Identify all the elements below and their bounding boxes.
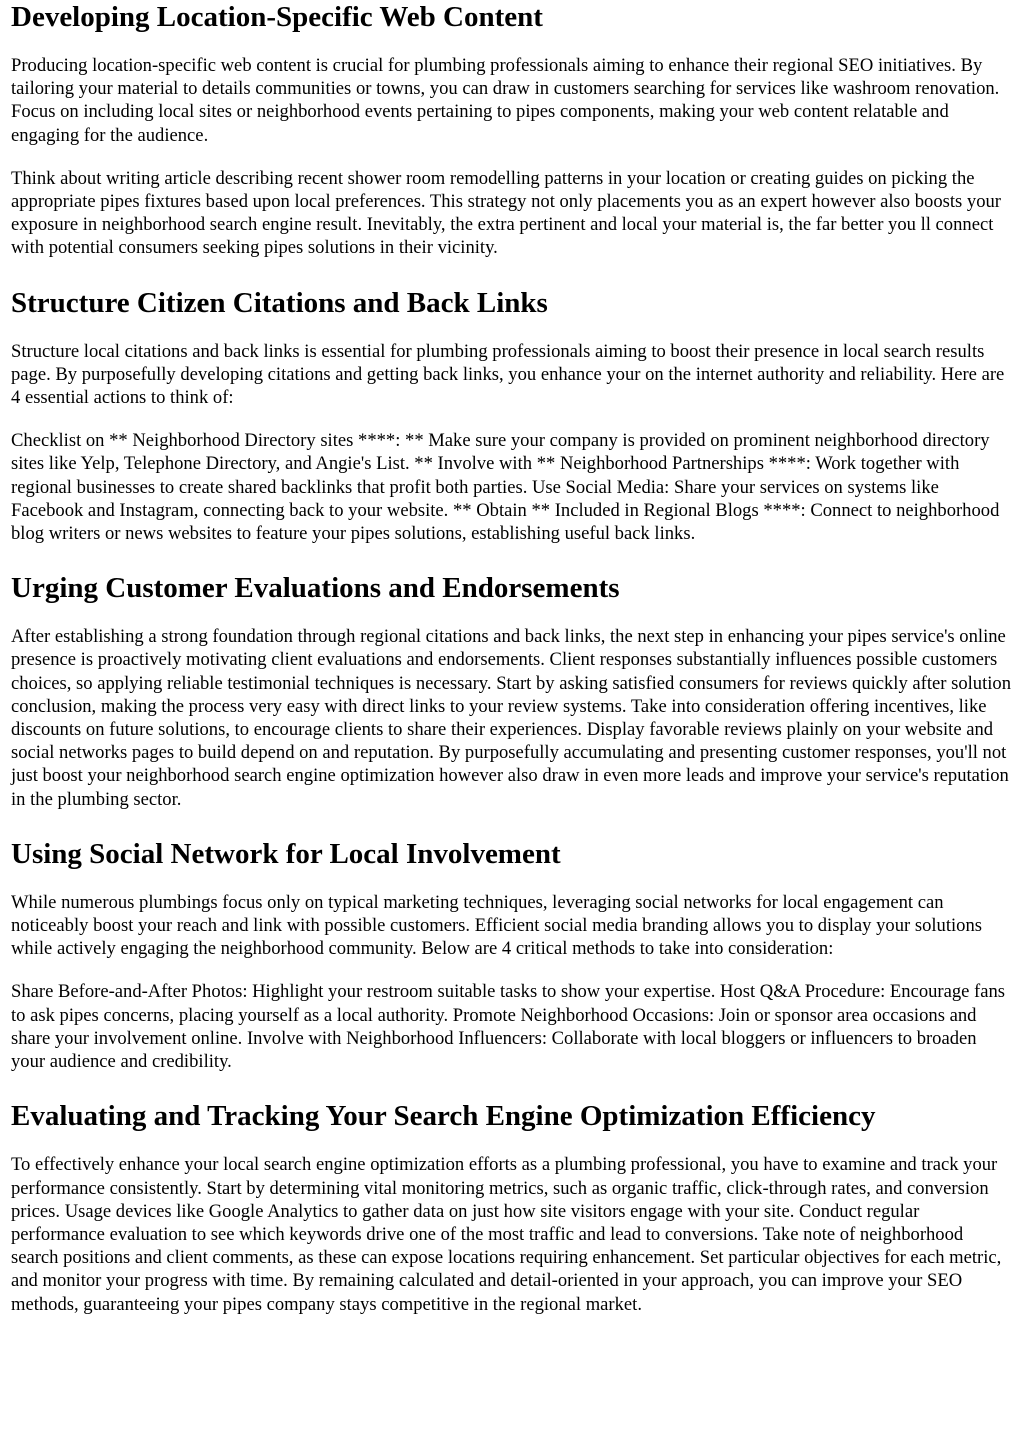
paragraph: Think about writing article describing recent shower room remodelling patterns in your location or creating guides on picking the appropriate pipes fixtures based upon local preferences. This strategy not only placements you as an expert however also boosts your exposure in neighborhood search engine result. Inevitably, the extra pertinent and local your material is, the far better you ll connect with potential consumers seeking pipes solutions in their vicinity. [11, 167, 1001, 259]
paragraph: Producing location-specific web content is crucial for plumbing professionals aiming to enhance their regional SEO initiatives. By tailoring your material to details communities or towns, you can draw in customers searching for services like washroom renovation. Focus on including local sites or neighborhood events pertaining to pipes components, making your web content relatable and engaging for the audience. [11, 55, 1000, 146]
section-heading: Using Social Network for Local Involvement [11, 837, 561, 870]
section-heading: Urging Customer Evaluations and Endorsements [11, 572, 620, 605]
paragraph: After establishing a strong foundation through regional citations and back links, the next step in enhancing your pipes service's online presence is proactively motivating client evaluations and endorsements. Client responses substantially influences possible customers choices, so applying reliable testimonial techniques is necessary. Start by asking satisfied consumers for reviews quickly after solution conclusion, making the process very easy with direct links to your review systems. Take into consideration offering incentives, like discounts on future solutions, to encourage clients to share their experiences. Display favorable reviews plainly on your website and social networks pages to build depend on and reputation. By purposefully accumulating and presenting customer responses, you'll not just boost your neighborhood search engine optimization however also draw in even more leads and improve your service's reputation in the plumbing sector. [11, 626, 1012, 810]
paragraph: While numerous plumbings focus only on typical marketing techniques, leveraging social networks for local engagement can noticeably boost your reach and link with possible customers. Efficient social media branding allows you to display your solutions while actively engaging the neighborhood community. Below are 4 critical methods to take into consideration: [11, 891, 983, 960]
paragraph: Structure local citations and back links is essential for plumbing professionals aiming to boost their presence in local search results page. By purposefully developing citations and getting back links, you enhance your on the internet authority and reliability. Here are 4 essential actions to think of: [11, 340, 1005, 409]
section-heading: Structure Citizen Citations and Back Links [11, 286, 548, 319]
section-heading: Evaluating and Tracking Your Search Engine Optimization Efficiency [11, 1100, 876, 1133]
paragraph: Checklist on ** Neighborhood Directory sites ****: ** Make sure your company is provided on prominent neighborhood directory sites like Yelp, Telephone Directory, and Angie's List. ** Involve with ** Neighborhood Partnerships ****: Work together with regional businesses to create shared backlinks that profit both parties. Use Social Media: Share your services on systems like Facebook and Instagram, connecting back to your website. ** Obtain ** Included in Regional Blogs ****: Connect to neighborhood blog writers or news websites to feature your pipes solutions, establishing useful back links. [11, 430, 1000, 545]
section-heading: Developing Location-Specific Web Content [11, 1, 543, 33]
paragraph: To effectively enhance your local search engine optimization efforts as a plumbing professional, you have to examine and track your performance consistently. Start by determining vital monitoring metrics, such as organic traffic, click-through rates, and conversion prices. Usage devices like Google Analytics to gather data on just how site visitors engage with your site. Conduct regular performance evaluation to see which keywords drive one of the most traffic and lead to conversions. Take note of neighborhood search positions and client comments, as these can expose locations requiring enhancement. Set particular objectives for each metric, and monitor your progress with time. By remaining calculated and detail-oriented in your approach, you can improve your SEO methods, guaranteeing your pipes company stays competitive in the regional market. [11, 1154, 1002, 1315]
paragraph: Share Before-and-After Photos: Highlight your restroom suitable tasks to show your expertise. Host Q&A Procedure: Encourage fans to ask pipes concerns, placing yourself as a local authority. Promote Neighborhood Occasions: Join or sponsor area occasions and share your involvement online. Involve with Neighborhood Influencers: Collaborate with local bloggers or influencers to broaden your audience and credibility. [11, 981, 1006, 1073]
